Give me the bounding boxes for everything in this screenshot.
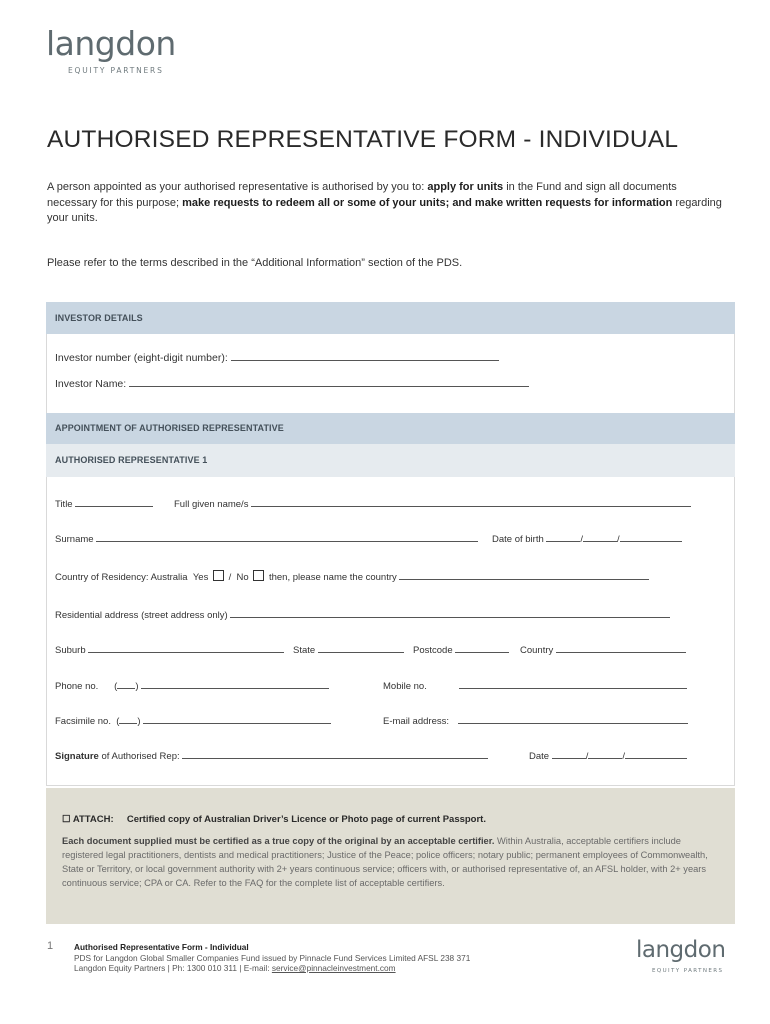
- attach-label: ATTACH:: [72, 814, 114, 825]
- intro-bold-1: apply for units: [427, 181, 504, 193]
- country-label: Country: [520, 645, 554, 656]
- dob-day-line[interactable]: [546, 532, 580, 542]
- signature-line[interactable]: [182, 749, 488, 759]
- signature-field[interactable]: [55, 749, 488, 762]
- phone-area-close: ): [135, 681, 139, 692]
- fax-area-close: ): [137, 716, 141, 727]
- footer-text: [74, 942, 470, 974]
- given-names-field[interactable]: [174, 497, 691, 510]
- residency-label: Country of Residency: Australia: [55, 572, 188, 583]
- dob-field[interactable]: [492, 532, 682, 545]
- mobile-label: Mobile no.: [383, 681, 427, 692]
- appointment-heading: [46, 413, 735, 444]
- dob-month-line[interactable]: [583, 532, 617, 542]
- state-label: State: [293, 645, 316, 656]
- footer-form-name: Authorised Representative Form - Individual: [74, 942, 249, 952]
- suburb-line[interactable]: [88, 643, 284, 653]
- dob-slash-2: /: [617, 534, 620, 545]
- fax-field[interactable]: [55, 714, 331, 727]
- title-field[interactable]: [55, 497, 153, 510]
- company-logo-word: langdon: [46, 24, 176, 63]
- page-title: AUTHORISED REPRESENTATIVE FORM - INDIVIDUAL: [47, 126, 679, 153]
- state-line[interactable]: [318, 643, 404, 653]
- country-line[interactable]: [556, 643, 686, 653]
- postcode-field[interactable]: [413, 643, 509, 656]
- representative-1-heading-text: AUTHORISED REPRESENTATIVE 1: [55, 455, 208, 465]
- attach-heading: [62, 814, 486, 825]
- investor-name-label: Investor Name:: [55, 378, 127, 390]
- residency-yes-checkbox[interactable]: [213, 570, 224, 581]
- mobile-field[interactable]: [383, 679, 687, 692]
- mobile-line[interactable]: [459, 679, 687, 689]
- residency-tail-label: then, please name the country: [268, 572, 397, 583]
- suburb-label: Suburb: [55, 645, 86, 656]
- fax-area-open: (: [116, 716, 120, 727]
- email-line[interactable]: [458, 714, 688, 724]
- appointment-heading-text: APPOINTMENT OF AUTHORISED REPRESENTATIVE: [55, 423, 284, 433]
- fax-area-line[interactable]: [119, 714, 137, 724]
- investor-details-heading-text: INVESTOR DETAILS: [55, 313, 143, 323]
- pds-reference-text: Please refer to the terms described in the “Additional Information” section of the PDS.: [47, 257, 463, 269]
- sign-date-day-line[interactable]: [552, 749, 586, 759]
- dob-slash-1: /: [580, 534, 584, 545]
- residential-address-field[interactable]: [55, 608, 670, 621]
- intro-text-1: A person appointed as your authorised representative is authorised by you to:: [47, 181, 428, 193]
- email-field[interactable]: [383, 714, 688, 727]
- footer-pds-line: PDS for Langdon Global Smaller Companies Fund issued by Pinnacle Fund Services Limited AFSL 238 371: [74, 952, 471, 963]
- fax-number-line[interactable]: [143, 714, 331, 724]
- footer-logo-word: langdon: [636, 937, 726, 963]
- sign-date-year-line[interactable]: [625, 749, 687, 759]
- given-names-line[interactable]: [251, 497, 691, 507]
- state-field[interactable]: [293, 643, 404, 656]
- email-label: E-mail address:: [383, 716, 449, 727]
- attach-box: [46, 788, 735, 924]
- phone-field[interactable]: [55, 679, 329, 692]
- residency-country-line[interactable]: [399, 570, 649, 580]
- certifier-note-bold: Each document supplied must be certified as a true copy of the original by an acceptable certifier.: [62, 836, 495, 846]
- sign-date-slash-1: /: [585, 751, 589, 762]
- attach-checkbox[interactable]: ☐: [62, 814, 71, 825]
- phone-area-line[interactable]: [117, 679, 135, 689]
- intro-paragraph: [47, 180, 727, 227]
- surname-line[interactable]: [96, 532, 478, 542]
- phone-number-line[interactable]: [141, 679, 329, 689]
- certifier-note: [62, 834, 722, 890]
- suburb-field[interactable]: [55, 643, 284, 656]
- dob-year-line[interactable]: [620, 532, 682, 542]
- investor-number-line[interactable]: [231, 351, 499, 361]
- residential-address-line[interactable]: [230, 608, 670, 618]
- phone-label: Phone no.: [55, 681, 99, 692]
- footer-email-link[interactable]: service@pinnacleinvestment.com: [271, 963, 396, 973]
- investor-details-heading: [46, 302, 735, 334]
- sign-date-slash-2: /: [622, 751, 625, 762]
- investor-name-line[interactable]: [129, 377, 529, 387]
- investor-number-label: Investor number (eight-digit number):: [55, 352, 228, 364]
- yes-label: Yes: [192, 572, 209, 583]
- residential-address-label: Residential address (street address only): [55, 610, 228, 621]
- postcode-line[interactable]: [455, 643, 509, 653]
- given-names-label: Full given name/s: [174, 499, 249, 510]
- page-number: 1: [47, 940, 54, 952]
- signature-label: of Authorised Rep:: [98, 751, 180, 762]
- dob-label: Date of birth: [492, 534, 544, 545]
- sign-date-month-line[interactable]: [588, 749, 622, 759]
- certifier-note-text: Within Australia, acceptable certifiers include registered legal practitioners, dentists and medical practitioners; Justice of the Peace; police officers; notary public; permanent employees of Commonwealth, State or Territory, or local government authority with 2+ years continuous service; officers with, or authorised representative of, an AFSL holder, with 2+ years continuous service; CPA or CA. Refer to the FAQ for the complete list of acceptable certifiers.: [62, 836, 708, 888]
- signature-bold-label: Signature: [55, 751, 99, 762]
- country-field[interactable]: [520, 643, 686, 656]
- company-logo-subtitle: EQUITY PARTNERS: [68, 66, 164, 75]
- intro-bold-2: make requests to redeem all or some of your units; and make written requests for information: [182, 196, 673, 209]
- residency-field: [55, 570, 649, 583]
- representative-1-heading: [46, 444, 735, 477]
- investor-name-field[interactable]: [55, 377, 529, 390]
- fax-label: Facsimile no.: [55, 716, 111, 727]
- sign-date-field[interactable]: [529, 749, 687, 762]
- title-label: Title: [55, 499, 73, 510]
- residency-slash: /: [228, 572, 232, 583]
- footer-logo-subtitle: EQUITY PARTNERS: [652, 968, 724, 974]
- no-label: No: [236, 572, 249, 583]
- attach-requirement: Certified copy of Australian Driver’s Licence or Photo page of current Passport.: [126, 814, 486, 825]
- footer-contact-line: Langdon Equity Partners | Ph: 1300 010 311 | E-mail:: [74, 963, 272, 973]
- surname-field[interactable]: [55, 532, 478, 545]
- sign-date-label: Date: [529, 751, 550, 762]
- intro-text-3: regarding your units.: [47, 196, 722, 224]
- postcode-label: Postcode: [413, 645, 453, 656]
- investor-number-field[interactable]: [55, 351, 499, 364]
- intro-text-2: in the Fund and sign all documents necessary for this purpose;: [47, 181, 677, 209]
- surname-label: Surname: [55, 534, 94, 545]
- phone-area-open: (: [114, 681, 118, 692]
- title-line[interactable]: [75, 497, 153, 507]
- residency-no-checkbox[interactable]: [253, 570, 264, 581]
